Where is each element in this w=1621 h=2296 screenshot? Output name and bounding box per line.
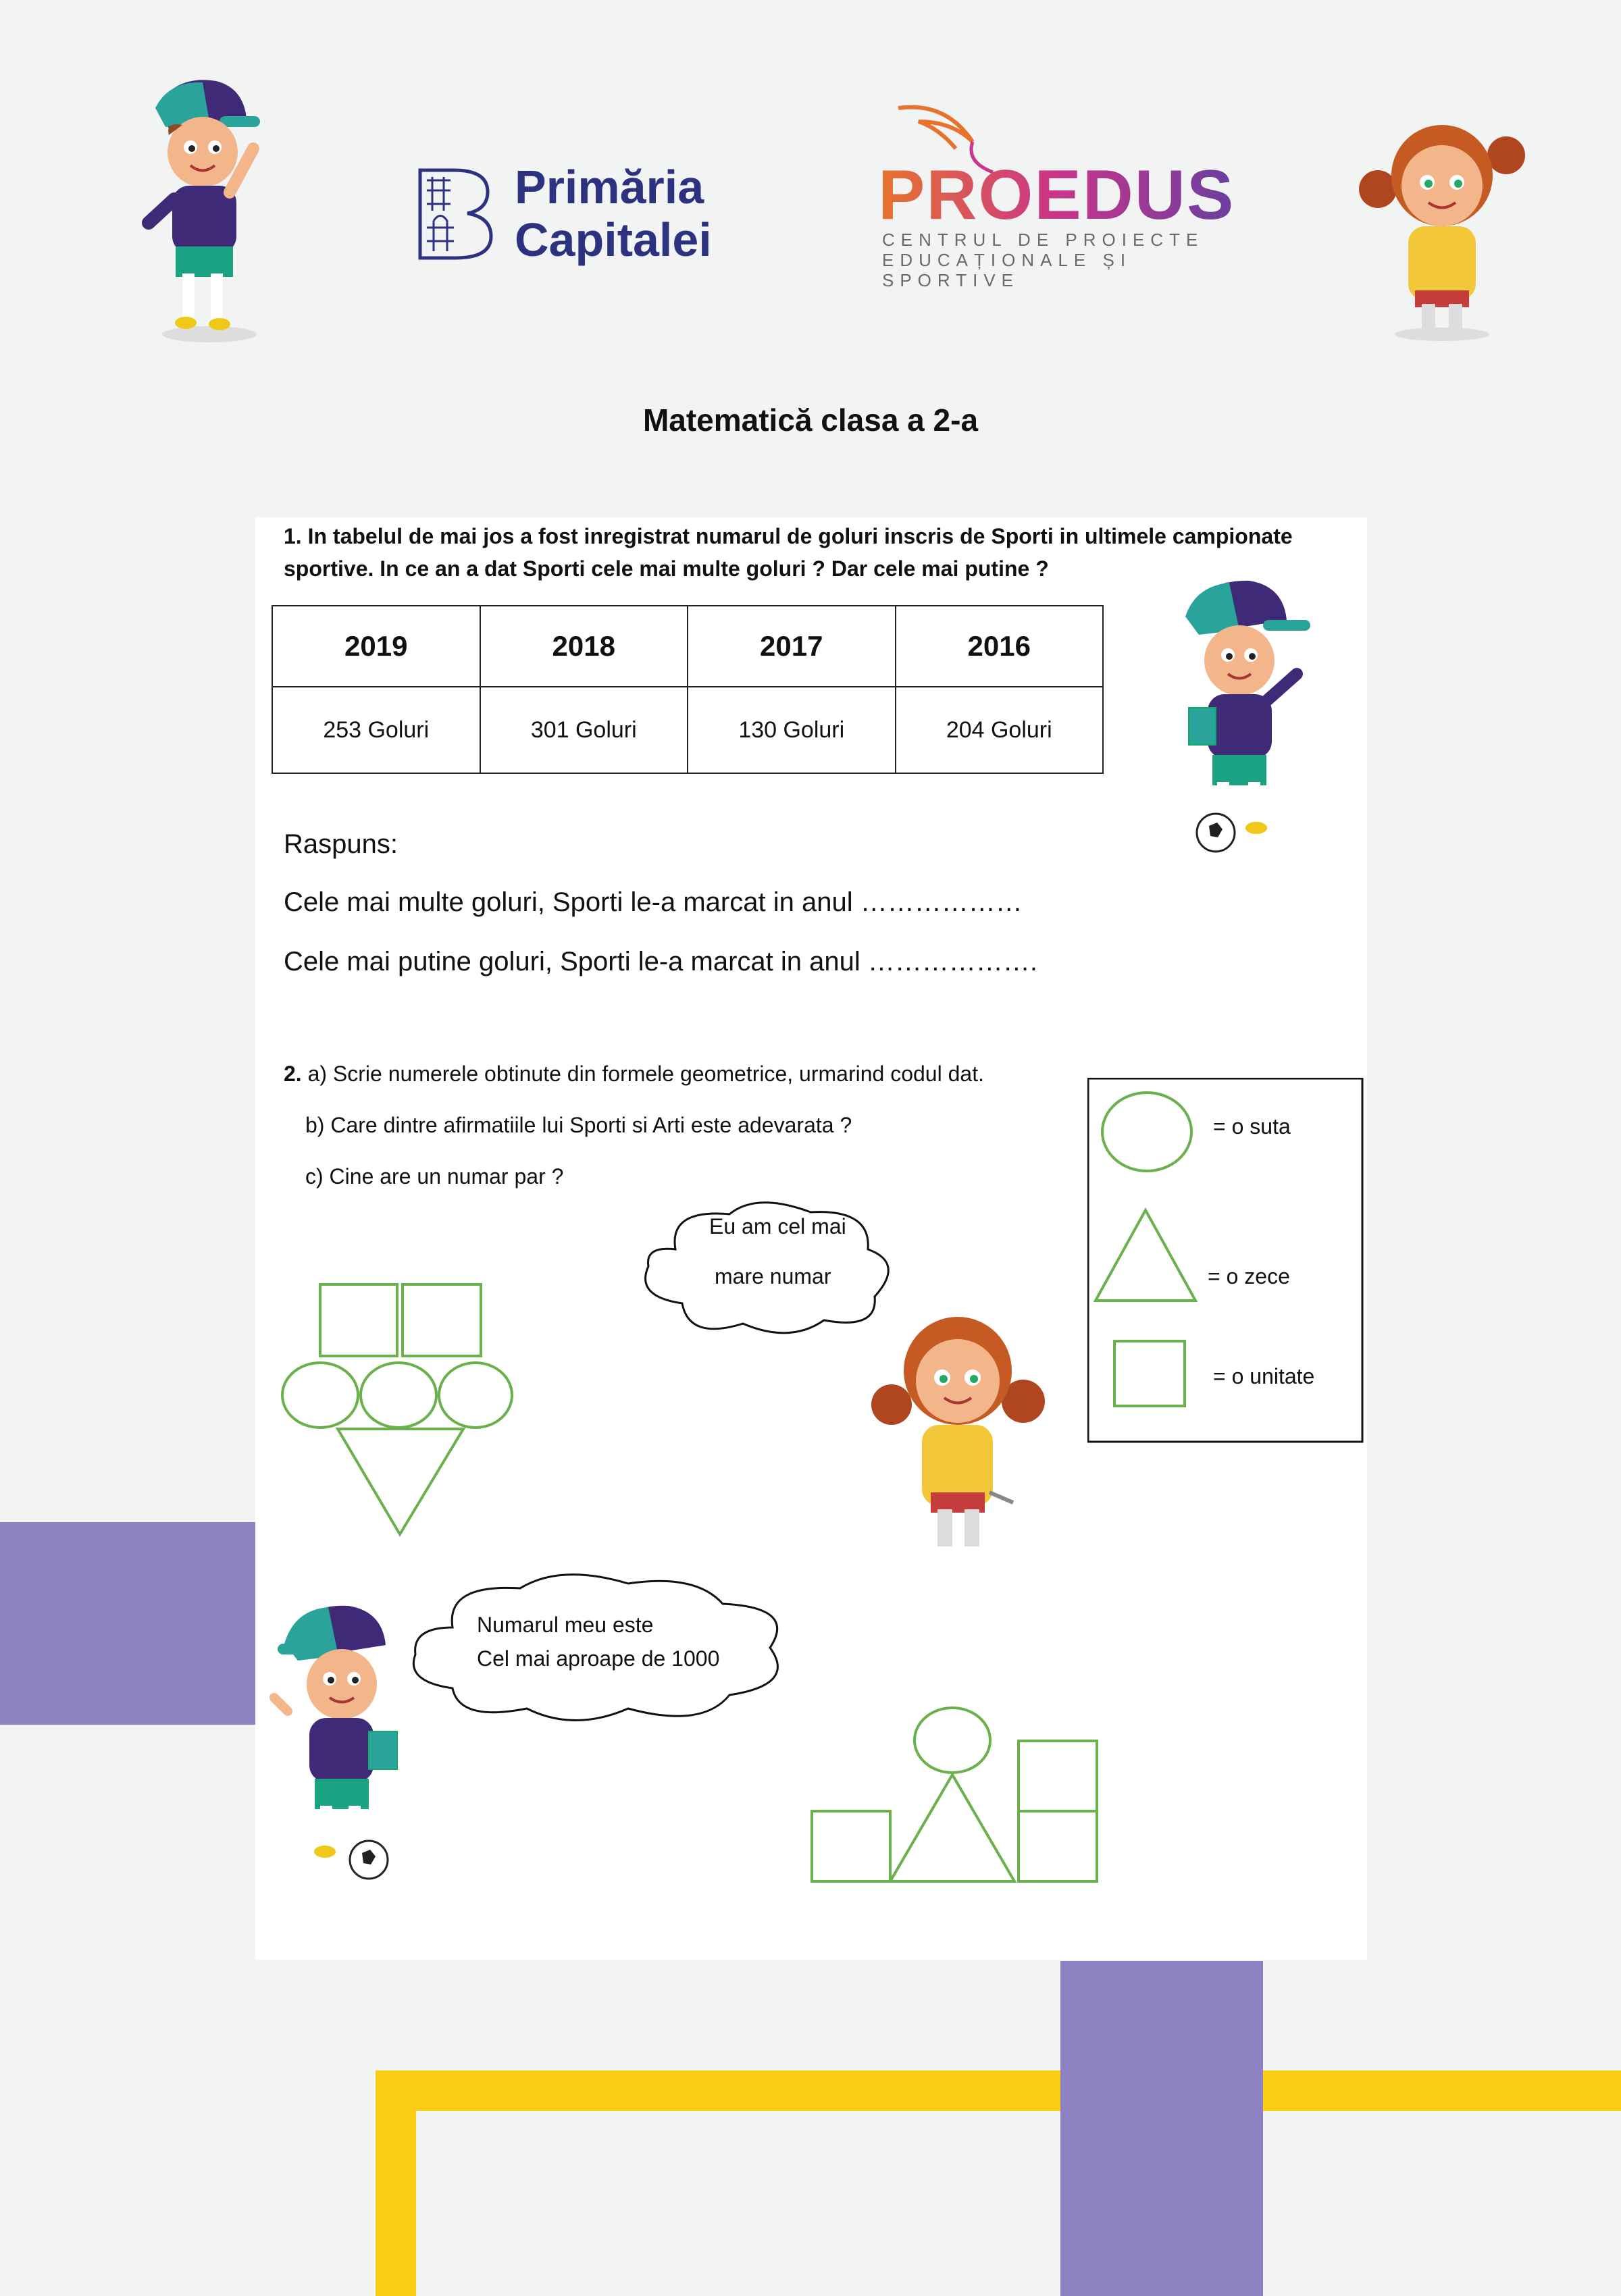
goals-cell: 253 Goluri xyxy=(272,687,480,773)
legend-circle-label: = o suta xyxy=(1213,1114,1291,1139)
goals-cell: 204 Goluri xyxy=(896,687,1104,773)
year-cell: 2019 xyxy=(272,606,480,687)
exercise-2-part-b: b) Care dintre afirmatiile lui Sporti si Arti este adevarata ? xyxy=(305,1113,852,1137)
sporti-boy-mascot-bottom xyxy=(267,1596,423,1880)
answer-least-goals: Cele mai putine goluri, Sporti le-a marcat in anul ………………. xyxy=(284,947,1037,976)
figure-circle xyxy=(282,1363,358,1428)
decor-purple-left xyxy=(0,1522,255,1725)
table-header-row xyxy=(272,606,1103,687)
legend-circle-shape xyxy=(1102,1093,1191,1171)
exercise-2-part-c: c) Cine are un numar par ? xyxy=(305,1164,564,1189)
page-title: Matematică clasa a 2-a xyxy=(642,402,979,438)
figure-circle xyxy=(915,1708,990,1773)
goals-cell: 130 Goluri xyxy=(688,687,896,773)
boy-speech-line1: Numarul meu este xyxy=(477,1613,654,1637)
primaria-name-line2: Capitalei xyxy=(515,213,712,266)
legend-square-shape xyxy=(1114,1341,1185,1406)
answer-most-goals: Cele mai multe goluri, Sporti le-a marcat in anul ……………… xyxy=(284,887,1023,917)
figure-circle xyxy=(361,1363,436,1428)
exercise-2-number: 2. xyxy=(284,1062,302,1086)
arti-girl-mascot-header xyxy=(1358,101,1526,344)
exercise-2-part-a xyxy=(284,1062,984,1087)
legend-square-label: = o unitate xyxy=(1213,1364,1315,1388)
girl-shapes-figure xyxy=(277,1276,520,1540)
goals-cell: 301 Goluri xyxy=(480,687,688,773)
figure-square xyxy=(320,1284,397,1356)
boy-shapes-figure xyxy=(804,1702,1101,1891)
sporti-boy-mascot-header xyxy=(128,68,270,351)
legend-triangle-label: = o zece xyxy=(1208,1264,1290,1288)
figure-triangle xyxy=(890,1775,1014,1881)
decor-purple-bottom xyxy=(1060,1961,1263,2296)
exercise-1-question: 1. In tabelul de mai jos a fost inregistrat numarul de goluri inscris de Sporti in ultimele campionate sportive. In ce an a dat Sporti cele mai multe goluri ? Dar cele mai putine ? xyxy=(284,524,1293,581)
year-cell: 2017 xyxy=(688,606,896,687)
girl-speech-line1: Eu am cel mai xyxy=(709,1214,846,1238)
proedus-name: PROEDUS xyxy=(878,156,1235,234)
girl-speech-line2: mare numar xyxy=(715,1264,831,1288)
table-row xyxy=(272,687,1103,773)
decor-yellow-frame-left xyxy=(376,2070,416,2296)
proedus-subtitle-line2: EDUCAȚIONALE ȘI SPORTIVE xyxy=(882,250,1132,290)
primaria-capitalei-logo xyxy=(413,161,751,269)
primaria-name-line1: Primăria xyxy=(515,161,704,213)
figure-square xyxy=(1019,1741,1097,1811)
sporti-boy-mascot-with-ball xyxy=(1175,573,1331,856)
boy-speech-line2: Cel mai aproape de 1000 xyxy=(477,1646,720,1671)
figure-circle xyxy=(439,1363,512,1428)
legend-triangle-shape xyxy=(1096,1210,1195,1301)
year-cell: 2018 xyxy=(480,606,688,687)
figure-square xyxy=(403,1284,481,1356)
primaria-building-icon xyxy=(413,163,494,265)
answer-label: Raspuns: xyxy=(284,829,398,859)
decor-yellow-frame-top xyxy=(376,2070,1621,2111)
arti-girl-mascot xyxy=(871,1290,1047,1560)
proedus-logo xyxy=(878,101,1235,290)
proedus-subtitle-line1: CENTRUL DE PROIECTE xyxy=(882,230,1204,250)
exercise-2-part-a-text: a) Scrie numerele obtinute din formele geometrice, urmarind codul dat. xyxy=(307,1062,984,1086)
year-cell: 2016 xyxy=(896,606,1104,687)
figure-square xyxy=(812,1811,890,1881)
figure-square xyxy=(1019,1811,1097,1881)
goals-table xyxy=(272,605,1104,774)
figure-triangle xyxy=(338,1429,463,1534)
